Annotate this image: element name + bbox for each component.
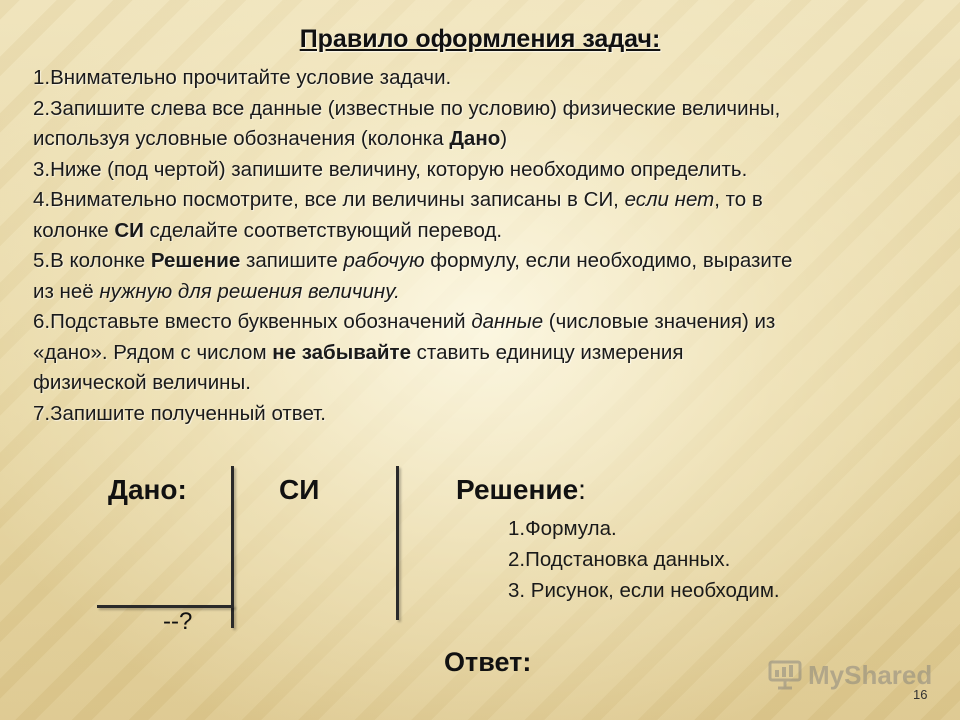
rule-text: ставить единицу измерения: [410, 340, 684, 364]
rule-bold-term: СИ: [114, 218, 144, 242]
solution-step: 2.Подстановка данных.: [508, 548, 731, 571]
rule-text: 5.В колонке: [33, 249, 151, 272]
rule-6-line-3: физической величины.: [33, 371, 251, 394]
rule-text: 4.Внимательно посмотрите, все ли величины записаны в СИ,: [33, 188, 625, 211]
rule-5-line-2: [33, 277, 933, 308]
rule-bold-term: Решение: [150, 249, 241, 272]
rule-text: формулу, если необходимо, выразите: [424, 249, 793, 272]
rule-text: сделайте соответствующий перевод.: [143, 218, 503, 242]
rule-text: из неё: [33, 279, 100, 303]
rule-bold-term: Дано: [449, 127, 501, 150]
given-column-header: Дано:: [108, 474, 187, 505]
rule-italic-term: рабочую: [343, 249, 425, 272]
rule-italic-term: данные: [471, 310, 544, 333]
watermark-text: MyShared: [808, 659, 933, 690]
page-number: 16: [913, 687, 928, 702]
rule-1: 1.Внимательно прочитайте условие задачи.: [33, 66, 452, 89]
rule-text: колонке: [33, 218, 115, 242]
solution-header-colon: :: [578, 474, 586, 505]
rule-5-line-1: [33, 246, 933, 277]
solution-column-header: [456, 474, 586, 506]
rule-text: , то в: [714, 188, 763, 211]
rule-text: используя условные обозначения (колонка: [33, 127, 450, 150]
solution-step: 3. Рисунок, если необходим.: [508, 579, 780, 602]
rule-2-line-2: [33, 124, 933, 155]
given-si-divider: [231, 466, 234, 628]
rule-text: запишите: [240, 249, 344, 272]
rule-italic-term: если нет: [624, 188, 715, 211]
rule-4-line-1: [33, 185, 933, 216]
rule-7: 7.Запишите полученный ответ.: [33, 401, 326, 425]
rules-list: [33, 63, 933, 429]
answer-label: Ответ:: [444, 647, 532, 677]
watermark-logo: [768, 655, 932, 695]
rule-4-line-2: [33, 216, 933, 247]
rule-6-line-2: [33, 338, 933, 369]
rule-3: 3.Ниже (под чертой) запишите величину, которую необходимо определить.: [33, 157, 748, 181]
solution-step: 1.Формула.: [508, 517, 617, 540]
rule-text: ): [500, 127, 508, 150]
rule-text: 6.Подставьте вместо буквенных обозначений: [33, 310, 472, 333]
solution-steps: [508, 513, 780, 606]
rule-2-line-1: 2.Запишите слева все данные (известные по условию) физические величины,: [33, 96, 781, 120]
presentation-board-icon: [768, 660, 802, 690]
rule-6-line-1: [33, 307, 933, 338]
slide-title: Правило оформления задач:: [299, 25, 661, 53]
si-solution-divider: [396, 466, 399, 620]
si-column-header: СИ: [279, 474, 320, 505]
rule-bold-term: не забывайте: [272, 340, 411, 364]
rule-text: «дано». Рядом с числом: [33, 340, 273, 364]
rule-text: (числовые значения) из: [543, 310, 776, 333]
solution-header-text: Решение: [456, 474, 579, 505]
rule-italic-term: нужную для решения величину.: [99, 279, 400, 303]
unknown-quantity-mark: --?: [163, 608, 193, 635]
